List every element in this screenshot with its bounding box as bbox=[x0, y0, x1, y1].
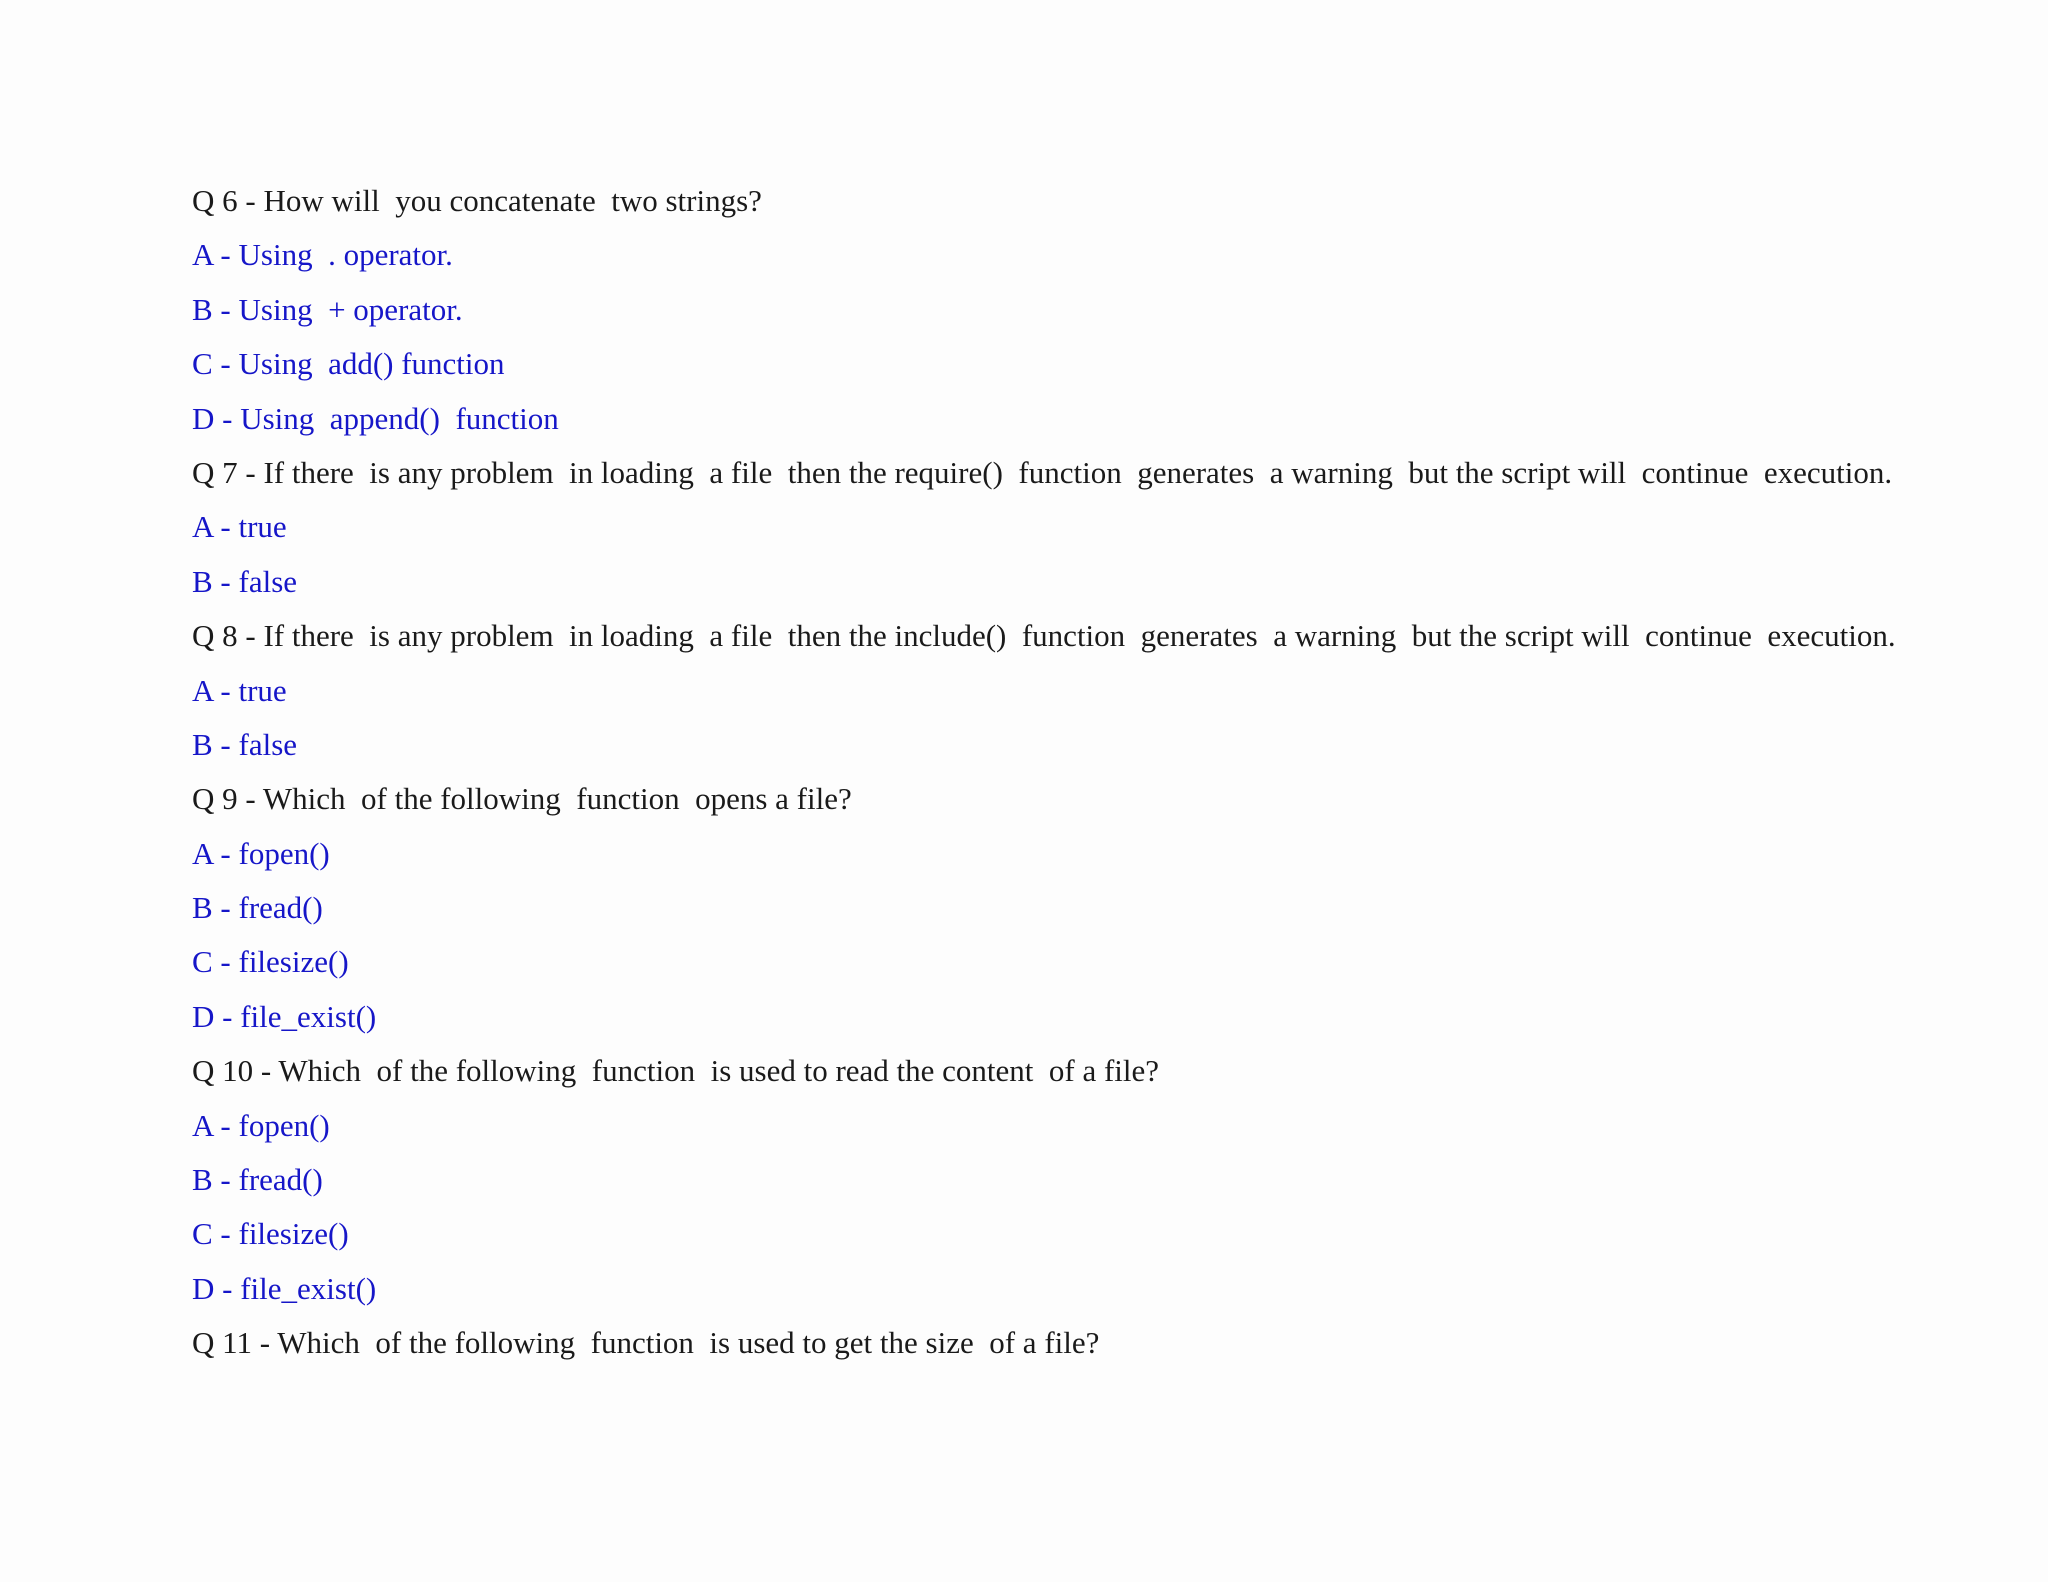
option-c: C - filesize() bbox=[192, 1216, 349, 1252]
option-a: A - true bbox=[192, 672, 287, 708]
option-a: A - Using . operator. bbox=[192, 237, 453, 273]
option-a: A - fopen() bbox=[192, 1107, 330, 1143]
question-prompt: Q 8 - If there is any problem in loading a file then the include() function generates a warning but the script will continue execution. bbox=[192, 618, 1896, 654]
option-b: B - false bbox=[192, 726, 298, 762]
option-c: C - Using add() function bbox=[192, 346, 505, 382]
question-10 bbox=[192, 1044, 2012, 1316]
question-6 bbox=[192, 174, 2012, 446]
question-prompt: Q 6 - How will you concatenate two strings? bbox=[192, 183, 762, 218]
option-d: D - file_exist() bbox=[192, 998, 377, 1034]
question-prompt: Q 11 - Which of the following function is used to get the size of a file? bbox=[192, 1325, 1100, 1361]
option-b: B - fread() bbox=[192, 1162, 323, 1198]
question-8 bbox=[192, 609, 2012, 772]
option-d: D - Using append() function bbox=[192, 400, 559, 436]
question-prompt: Q 10 - Which of the following function is used to read the content of a file? bbox=[192, 1053, 1160, 1089]
option-c: C - filesize() bbox=[192, 944, 349, 980]
option-b: B - Using + operator. bbox=[192, 291, 463, 327]
option-b: B - fread() bbox=[192, 890, 323, 926]
question-prompt: Q 9 - Which of the following function opens a file? bbox=[192, 781, 852, 817]
question-7 bbox=[192, 446, 2012, 609]
option-b: B - false bbox=[192, 563, 298, 599]
question-9 bbox=[192, 772, 2012, 1044]
question-11 bbox=[192, 1316, 2012, 1370]
option-d: D - file_exist() bbox=[192, 1270, 377, 1306]
option-a: A - fopen() bbox=[192, 835, 330, 871]
quiz-body bbox=[192, 174, 2012, 1371]
question-prompt: Q 7 - If there is any problem in loading a file then the require() function generates a warning but the script will continue execution. bbox=[192, 454, 1893, 490]
option-a: A - true bbox=[192, 509, 287, 545]
